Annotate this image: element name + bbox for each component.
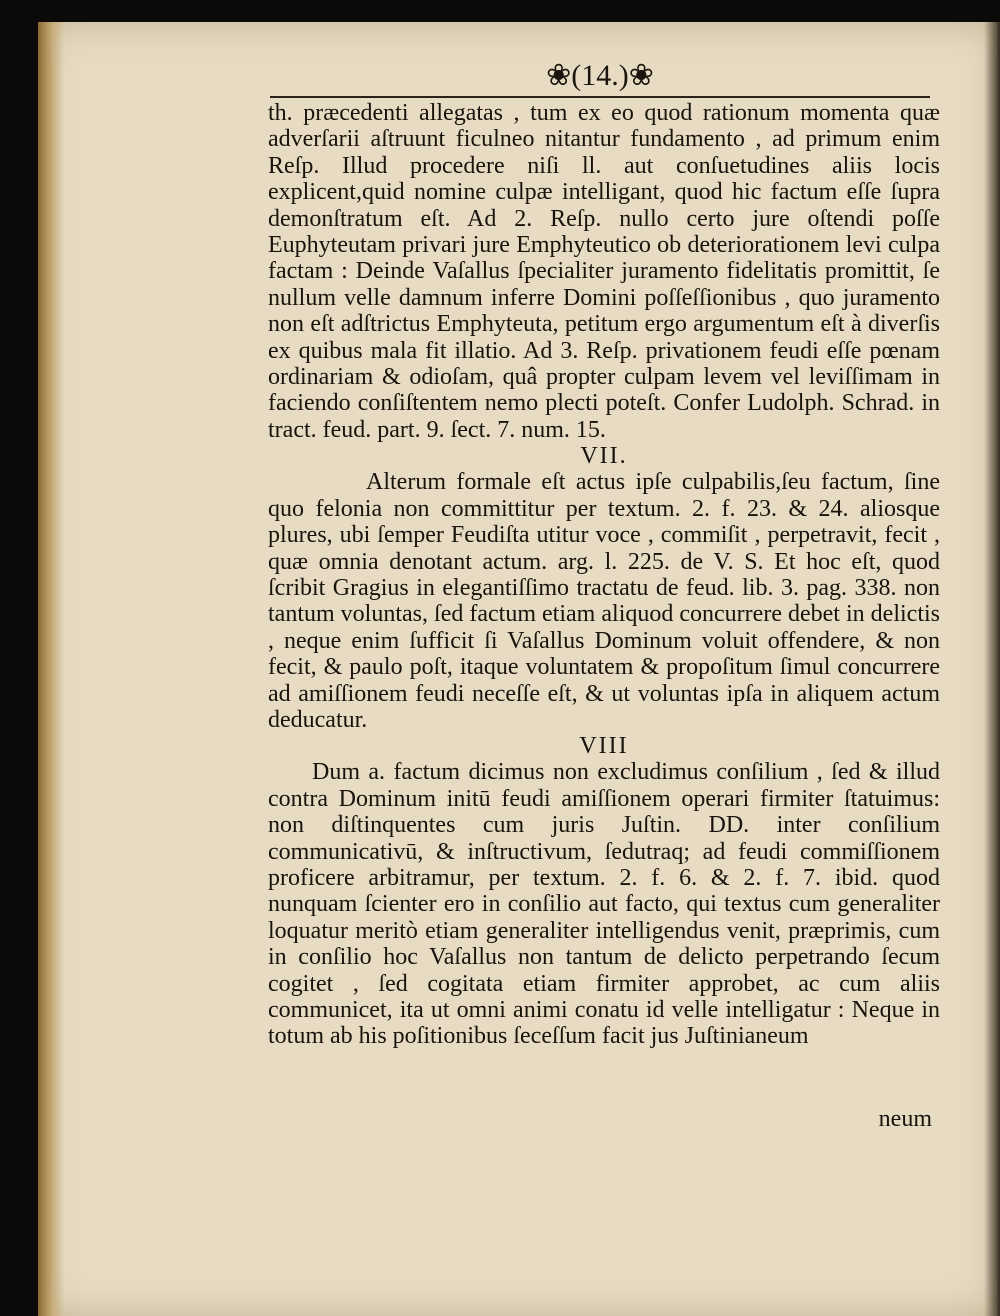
section-heading-viii: VIII	[579, 733, 629, 760]
page-header: ❀(14.)❀	[546, 59, 654, 92]
page-gutter-shadow	[38, 22, 64, 1316]
paragraph-1: th. præcedenti allegatas , tum ex eo quod rationum momenta quæ adverſarii aſtruunt ficulneo nitantur fundamento , ad primum enim Reſp. Illud procedere niſi ll. aut conſuetudines aliis locis explicent,quid nomine culpæ intelligant, quod hic factum eſſe ſupra demonſtratum eſt. Ad 2. Reſp. nullo certo jure oſtendi poſſe Euphyteutam privari jure Emphyteutico ob deteriorationem levi culpa factam : Deinde Vaſallus ſpecialiter juramento fidelitatis promittit, ſe nullum velle damnum inferre Domini poſſeſſionibus , quo juramento non eſt adſtrictus Emphyteuta, petitum ergo argumentum eſt à diverſis ex quibus mala fit illatio. Ad 3. Reſp. privationem feudi eſſe pœnam ordinariam & odioſam, quâ propter culpam levem vel leviſſimam in faciendo conſiſtentem nemo plecti poteſt. Confer Ludolph. Schrad. in tract. feud. part. 9. ſect. 7. num. 15.	[268, 100, 940, 443]
body-text	[268, 100, 940, 1050]
paragraph-3: Dum a. factum dicimus non excludimus conſilium , ſed & illud contra Dominum initū feudi amiſſionem operari firmiter ſtatuimus: non diſtinquentes cum juris Juſtin. DD. inter conſilium communicativū, & inſtructivum, ſedutraq; ad feudi commiſſionem proficere arbitramur, per textum. 2. f. 6. & 2. f. 7. ibid. quod nunquam ſcienter ero in conſilio aut facto, qui textus cum generaliter loquatur meritò etiam generaliter intelligendus venit, præprimis, cum in conſilio hoc Vaſallus non tantum de delicto perpetrando ſecum cogitet , ſed cogitata etiam firmiter approbet, ac cum aliis communicet, ita ut omni animi conatu id velle intelligatur : Neque in totum ab his poſitionibus ſeceſſum facit jus Juſtinianeum	[268, 759, 940, 1050]
catchword: neum	[878, 1106, 932, 1132]
paragraph-2: Alterum formale eſt actus ipſe culpabilis,ſeu factum, ſine quo felonia non committitur per textum. 2. f. 23. & 24. aliosque plures, ubi ſemper Feudiſta utitur voce , commiſit , perpetravit, fecit , quæ omnia denotant actum. arg. l. 225. de V. S. Et hoc eſt, quod ſcribit Gragius in elegantiſſimo tractatu de feud. lib. 3. pag. 338. non tantum voluntas, ſed factum etiam aliquod concurrere debet in delictis , neque enim ſufficit ſi Vaſallus Dominum voluit offendere, & non fecit, & paulo poſt, itaque voluntatem & propoſitum ſimul concurrere ad amiſſionem feudi neceſſe eſt, & ut voluntas ipſa in aliquem actum deducatur.	[268, 469, 940, 733]
page-edge-shadow	[984, 22, 1000, 1316]
section-heading-vii: VII.	[580, 443, 628, 470]
header-rule	[270, 96, 930, 98]
